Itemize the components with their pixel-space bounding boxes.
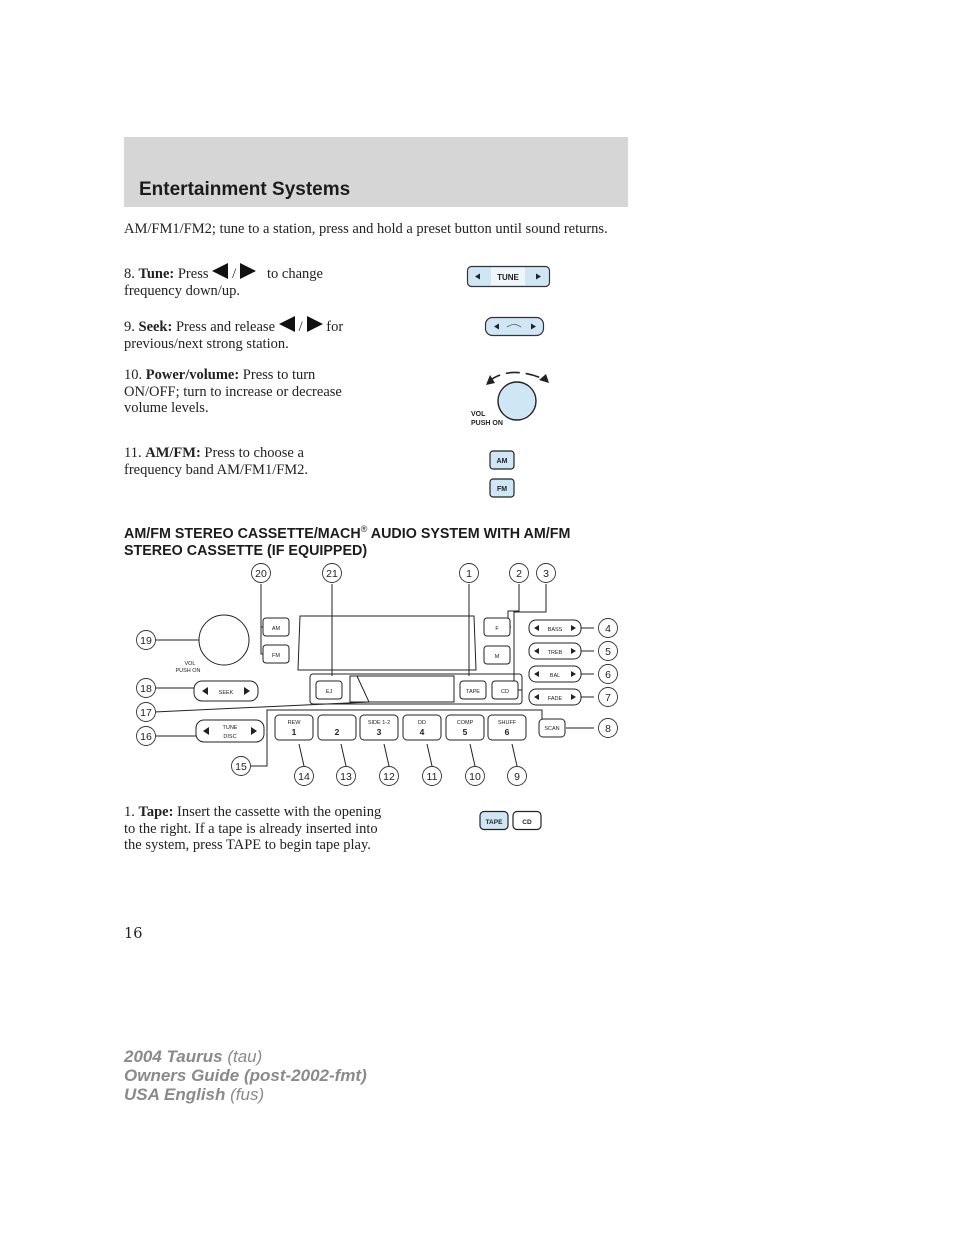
callout-11: 11 [426,771,438,783]
item-label: Tune: [138,266,175,282]
callout-18: 18 [140,683,152,695]
item-number: 10. [124,367,143,383]
volume-knob [199,615,249,665]
treb-label: TREB [547,650,563,656]
svg-text:DD: DD [418,720,426,726]
radio-diagram [124,560,629,792]
item-text: Press and release [175,319,276,335]
rotate-left-icon [486,375,495,385]
fwd-label: F [495,626,499,632]
callout-19: 19 [140,635,152,647]
callout-5: 5 [605,646,611,658]
knob-label-vol: VOL [184,661,196,667]
bal-label: BAL [549,673,561,679]
preset-2-number: 2 [334,727,340,737]
item-number: 1. [124,804,135,820]
item-number: 11. [124,445,142,461]
svg-text:COMP: COMP [456,720,474,726]
callout-8: 8 [605,723,611,735]
knob-label-vol: VOL [471,411,486,418]
mode-label: M [494,654,500,660]
tune-label: TUNE [497,273,519,282]
callout-10: 10 [469,771,481,783]
svg-text:REW: REW [287,720,301,726]
svg-text:SIDE 1-2: SIDE 1-2 [367,720,391,726]
section-header [124,137,628,207]
display-window [298,616,476,670]
preset-5-number: 5 [462,727,468,737]
preset-6-number: 6 [504,727,510,737]
callout-15: 15 [235,761,247,773]
left-arrow-icon [212,263,228,279]
item-power-volume [124,367,364,417]
item-text: Press to choose a frequency band AM/FM1/FM2. [124,445,309,478]
knob-label-push-on: PUSH ON [175,668,201,674]
callout-3: 3 [543,568,549,580]
rotate-right-icon [539,374,549,383]
left-arrow-icon [279,316,295,332]
intro-paragraph: AM/FM1/FM2; tune to a station, press and hold a preset button until sound returns. [124,221,608,237]
item-label: Tape: [138,804,174,820]
item-label: AM/FM: [145,445,201,461]
item-label: Seek: [138,319,173,335]
document-footer: 2004 Taurus (tau) Owners Guide (post-2002-fmt) USA English (fus) [124,1047,367,1104]
tape-label: TAPE [466,689,480,695]
fade-label: FADE [547,696,563,702]
am-label: AM [271,626,281,632]
item-text: to change frequency down/up. [124,266,323,299]
item-text: for previous/next strong station. [124,319,344,352]
tune-button-illustration [466,265,552,289]
callout-16: 16 [140,731,152,743]
item-number: 9. [124,319,135,335]
section-heading: AM/FM STEREO CASSETTE/MACH® AUDIO SYSTEM WITH AM/FM STEREO CASSETTE (IF EQUIPPED) [124,524,571,559]
item-am-fm [124,445,364,478]
volume-knob-illustration [466,364,556,432]
page-number: 16 [124,926,143,942]
callout-13: 13 [340,771,352,783]
preset-4-number: 4 [419,727,425,737]
item-number: 8. [124,266,135,282]
callout-9: 9 [514,771,520,783]
callout-14: 14 [298,771,310,783]
callout-2: 2 [516,568,522,580]
tune-label: TUNE [222,725,238,731]
right-arrow-icon [307,316,323,332]
item-text: Insert the cassette with the opening to the right. If a tape is already inserted into the system, press TAPE to begin tape play. [124,804,382,853]
fm-label: FM [272,653,280,659]
page-title: Entertainment Systems [139,179,351,200]
preset-1-number: 1 [291,727,297,737]
callout-12: 12 [383,771,395,783]
registered-mark: ® [360,524,368,534]
tape-label: TAPE [485,819,503,826]
seek-label: SEEK [218,690,234,696]
knob-label-push-on: PUSH ON [471,420,503,427]
item-seek: 9. Seek: Press and release / for previous/next strong station. [124,316,384,352]
disc-label: DISC [223,734,237,740]
tape-cd-buttons-illustration [478,810,546,834]
am-fm-buttons-illustration [488,449,518,501]
callout-20: 20 [255,568,267,580]
item-text: Press to turn ON/OFF; turn to increase or decrease volume levels. [124,367,342,416]
seek-button-illustration [484,316,546,338]
fm-label: FM [496,486,508,493]
item-label: Power/volume: [145,367,240,383]
callout-6: 6 [605,669,611,681]
right-arrow-icon [240,263,256,279]
ej-label: EJ [325,689,333,695]
item-text: Press [177,266,209,282]
cd-label: CD [522,819,532,826]
item-tune: 8. Tune: Press / to change frequency down/up. [124,263,384,299]
callout-17: 17 [140,707,152,719]
volume-knob [498,382,536,420]
svg-text:SHUFF: SHUFF [497,720,517,726]
item-tape [124,804,384,854]
callout-1: 1 [466,568,472,580]
callout-21: 21 [326,568,338,580]
am-label: AM [496,458,508,465]
bass-label: BASS [547,627,563,633]
callout-4: 4 [605,623,611,635]
preset-3-number: 3 [376,727,382,737]
cassette-slot [350,676,454,702]
cd-label: CD [501,689,509,695]
callout-7: 7 [605,692,611,704]
scan-label: SCAN [544,726,560,732]
